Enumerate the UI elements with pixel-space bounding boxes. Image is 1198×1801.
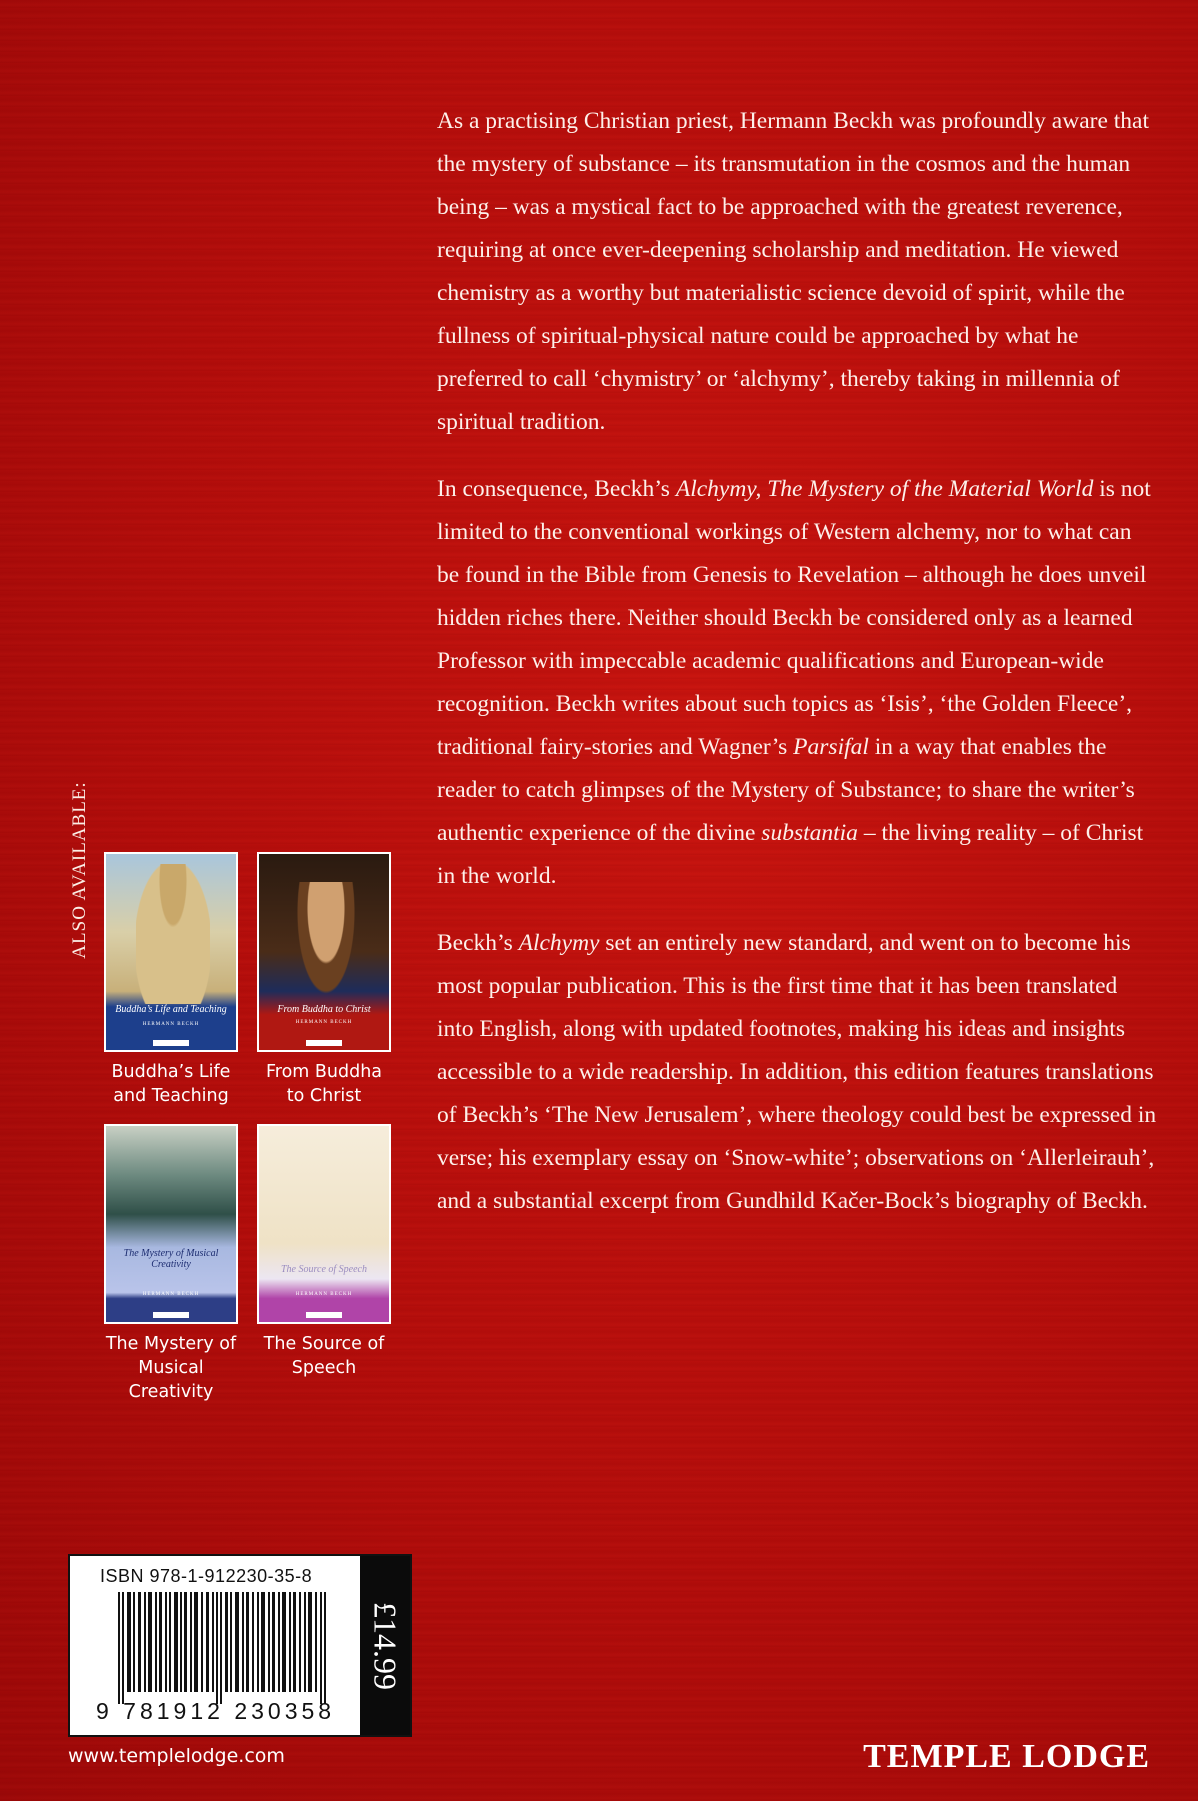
cover-title: The Mystery of Musical Creativity — [123, 1248, 219, 1270]
christ-portrait-image — [294, 882, 358, 1002]
publisher-logo-icon — [306, 1040, 342, 1046]
price-label: £14.99 — [367, 1601, 404, 1690]
cover-title: From Buddha to Christ — [277, 1004, 371, 1015]
publisher-logo-icon — [153, 1312, 189, 1318]
cover-author: HERMANN BECKH — [142, 1022, 200, 1027]
book-cover[interactable] — [257, 1124, 391, 1324]
description-paragraph-2: In consequence, Beckh’s Alchymy, The Mystery of the Material World is not limited to the conventional workings of Western alchemy, nor to what can be found in the Bible from Genesis to Revelation – although he does unveil hidden riches there. Neither should Beckh be considered only as a learned Professor with impeccable academic qualifications and European-wide recognition. Beckh writes about such topics as ‘Isis’, ‘the Golden Fleece’, traditional fairy-stories and Wagner’s Parsifal in a way that enables the reader to catch glimpses of the Mystery of Substance; to share the writer’s authentic experience of the divine substantia – the living reality – of Christ in the world. — [437, 476, 1151, 889]
book-caption: Buddha’s Life and Teaching — [111, 1062, 231, 1106]
buddha-statue-image — [136, 864, 210, 1004]
cover-author: HERMANN BECKH — [142, 1292, 200, 1297]
book-source-of-speech[interactable] — [257, 1124, 391, 1380]
also-available-label: ALSO AVAILABLE: — [69, 781, 90, 959]
book-cover[interactable] — [104, 1124, 238, 1324]
book-caption: From Buddha to Christ — [265, 1062, 383, 1106]
isbn-label: ISBN 978-1-912230-35-8 — [100, 1566, 313, 1586]
barcode-digits: 9 781912 230358 — [96, 1698, 336, 1724]
publisher-logo-icon — [153, 1040, 189, 1046]
cover-author: HERMANN BECKH — [295, 1020, 353, 1025]
cover-author: HERMANN BECKH — [295, 1292, 353, 1297]
cover-title: Buddha’s Life and Teaching — [115, 1004, 227, 1015]
book-caption: The Source of Speech — [263, 1334, 385, 1378]
isbn-barcode-box — [68, 1554, 412, 1737]
barcode-icon — [118, 1592, 328, 1704]
book-caption: The Mystery of Musical Creativity — [105, 1334, 237, 1402]
publisher-logo-icon — [306, 1312, 342, 1318]
book-cover[interactable] — [257, 852, 391, 1052]
book-cover[interactable] — [104, 852, 238, 1052]
description-paragraph-1: As a practising Christian priest, Hermann Beckh was profoundly aware that the mystery of substance – its transmutation in the cosmos and the human being – was a mystical fact to be approached with the greatest reverence, requiring at once ever-deepening scholarship and meditation. He viewed chemistry as a worthy but materialistic science devoid of spirit, while the fullness of spiritual-physical nature could be approached by what he preferred to call ‘chymistry’ or ‘alchymy’, thereby taking in millennia of spiritual tradition. — [437, 108, 1149, 435]
book-from-buddha-to-christ[interactable] — [257, 852, 391, 1108]
book-mystery-of-musical-creativity[interactable] — [104, 1124, 238, 1404]
cover-title: The Source of Speech — [281, 1264, 367, 1275]
book-buddhas-life-and-teaching[interactable] — [104, 852, 238, 1108]
description-paragraph-3: Beckh’s Alchymy set an entirely new standard, and went on to become his most popular publication. This is the first time that it has been translated into English, along with updated footnotes, making his ideas and insights accessible to a wide readership. In addition, this edition features translations of Beckh’s ‘The New Jerusalem’, where theology could best be expressed in verse; his exemplary essay on ‘Snow-white’; observations on ‘Allerleirauh’, and a substantial excerpt from Gundhild Kačer-Bock’s biography of Beckh. — [437, 930, 1157, 1214]
publisher-logo-text: TEMPLE LODGE — [863, 1738, 1150, 1775]
description-text — [437, 100, 1157, 1247]
publisher-website-link[interactable]: www.templelodge.com — [68, 1745, 285, 1767]
price-strip — [360, 1556, 410, 1735]
